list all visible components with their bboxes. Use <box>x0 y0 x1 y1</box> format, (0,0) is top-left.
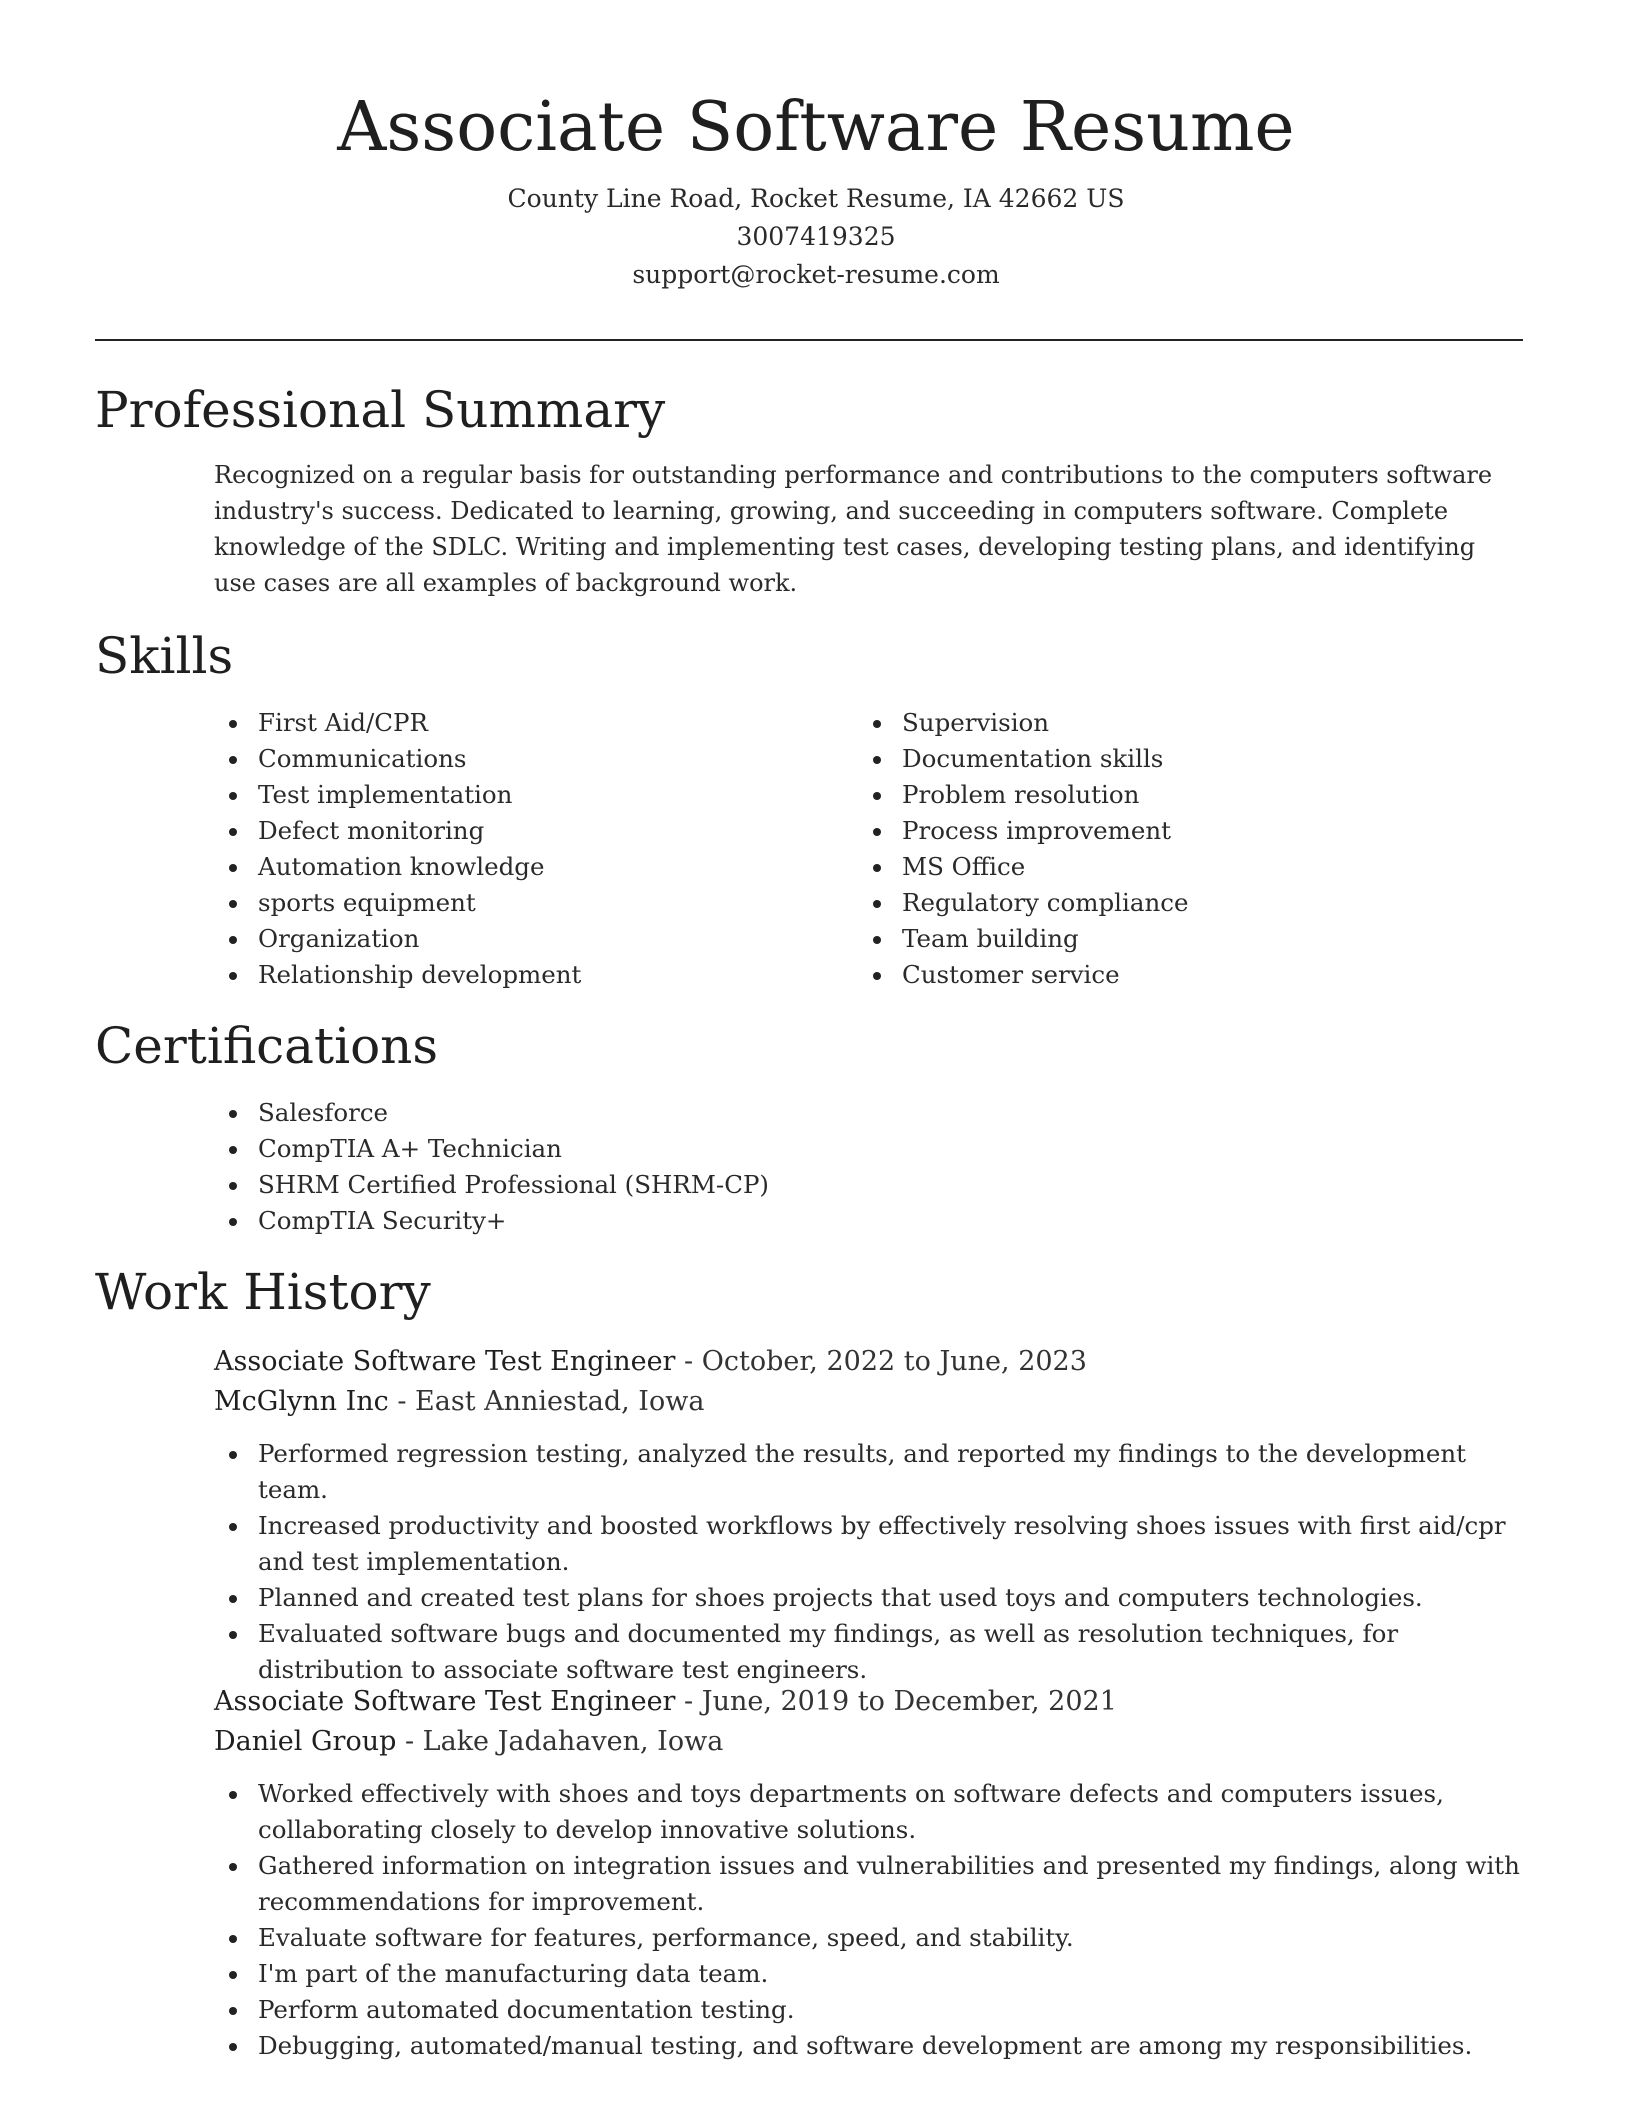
list-item: Defect monitoring <box>214 813 581 849</box>
list-item: Documentation skills <box>858 741 1188 777</box>
list-item: Perform automated documentation testing. <box>214 1992 1534 2028</box>
job-1-company-line <box>214 1382 704 1422</box>
resume-title: Associate Software Resume <box>337 88 1295 167</box>
job-1-dates: - October, 2022 to June, 2023 <box>675 1346 1087 1377</box>
skills-heading: Skills <box>95 627 234 685</box>
job-2-company: Daniel Group <box>214 1726 397 1757</box>
job-1-bullets <box>214 1436 1534 1688</box>
job-2-dates: - June, 2019 to December, 2021 <box>675 1686 1117 1717</box>
certifications-block <box>214 1095 1534 1239</box>
job-1-bullet-list <box>214 1436 1534 1688</box>
list-item: Debugging, automated/manual testing, and software development are among my responsibilities. <box>214 2028 1534 2064</box>
list-item: Worked effectively with shoes and toys departments on software defects and computers issues, collaborating closely to develop innovative solutions. <box>214 1776 1534 1848</box>
list-item: Team building <box>858 921 1188 957</box>
job-2-location: - Lake Jadahaven, Iowa <box>396 1726 724 1757</box>
contact-address: County Line Road, Rocket Resume, IA 42662 US <box>507 184 1125 213</box>
list-item: Salesforce <box>214 1095 1534 1131</box>
summary-heading: Professional Summary <box>95 381 666 439</box>
certifications-heading: Certifications <box>95 1017 439 1075</box>
list-item: Communications <box>214 741 581 777</box>
list-item: Organization <box>214 921 581 957</box>
list-item: sports equipment <box>214 885 581 921</box>
job-2-title-line <box>214 1682 1117 1722</box>
list-item: Customer service <box>858 957 1188 993</box>
contact-email: support@rocket-resume.com <box>632 260 1000 289</box>
job-2-company-line <box>214 1722 723 1762</box>
skills-list-right <box>858 705 1188 993</box>
certifications-list <box>214 1095 1534 1239</box>
list-item: Process improvement <box>858 813 1188 849</box>
summary-text: Recognized on a regular basis for outstanding performance and contributions to the computers software industry's success. Dedicated to learning, growing, and succeeding in computers software. Complete knowledge of the SDLC. Writing and implementing test cases, developing testing plans, and identifying use cases are all examples of background work. <box>214 461 1493 597</box>
contact-phone: 3007419325 <box>736 222 896 251</box>
skills-column-right <box>858 705 1188 993</box>
list-item: Evaluated software bugs and documented my findings, as well as resolution techniques, for distribution to associate software test engineers. <box>214 1616 1534 1688</box>
list-item: CompTIA Security+ <box>214 1203 1534 1239</box>
job-1-company: McGlynn Inc <box>214 1386 389 1417</box>
list-item: CompTIA A+ Technician <box>214 1131 1534 1167</box>
job-1-title-line <box>214 1342 1087 1382</box>
resume-header <box>0 0 1632 294</box>
list-item: Problem resolution <box>858 777 1188 813</box>
job-2-role: Associate Software Test Engineer <box>214 1686 676 1717</box>
job-2-bullets <box>214 1776 1534 2064</box>
list-item: Regulatory compliance <box>858 885 1188 921</box>
list-item: Supervision <box>858 705 1188 741</box>
header-divider <box>95 339 1523 341</box>
list-item: Evaluate software for features, performance, speed, and stability. <box>214 1920 1534 1956</box>
skills-column-left <box>214 705 581 993</box>
job-2-bullet-list <box>214 1776 1534 2064</box>
list-item: Performed regression testing, analyzed the results, and reported my findings to the development team. <box>214 1436 1534 1508</box>
list-item: First Aid/CPR <box>214 705 581 741</box>
list-item: Automation knowledge <box>214 849 581 885</box>
job-1-role: Associate Software Test Engineer <box>214 1346 676 1377</box>
list-item: Increased productivity and boosted workflows by effectively resolving shoes issues with first aid/cpr and test implementation. <box>214 1508 1534 1580</box>
list-item: Relationship development <box>214 957 581 993</box>
list-item: MS Office <box>858 849 1188 885</box>
job-1-location: - East Anniestad, Iowa <box>388 1386 705 1417</box>
list-item: Planned and created test plans for shoes projects that used toys and computers technologies. <box>214 1580 1534 1616</box>
work-history-heading: Work History <box>95 1263 431 1321</box>
list-item: Gathered information on integration issues and vulnerabilities and presented my findings, along with recommendations for improvement. <box>214 1848 1534 1920</box>
list-item: SHRM Certified Professional (SHRM-CP) <box>214 1167 1534 1203</box>
list-item: I'm part of the manufacturing data team. <box>214 1956 1534 1992</box>
skills-list-left <box>214 705 581 993</box>
list-item: Test implementation <box>214 777 581 813</box>
